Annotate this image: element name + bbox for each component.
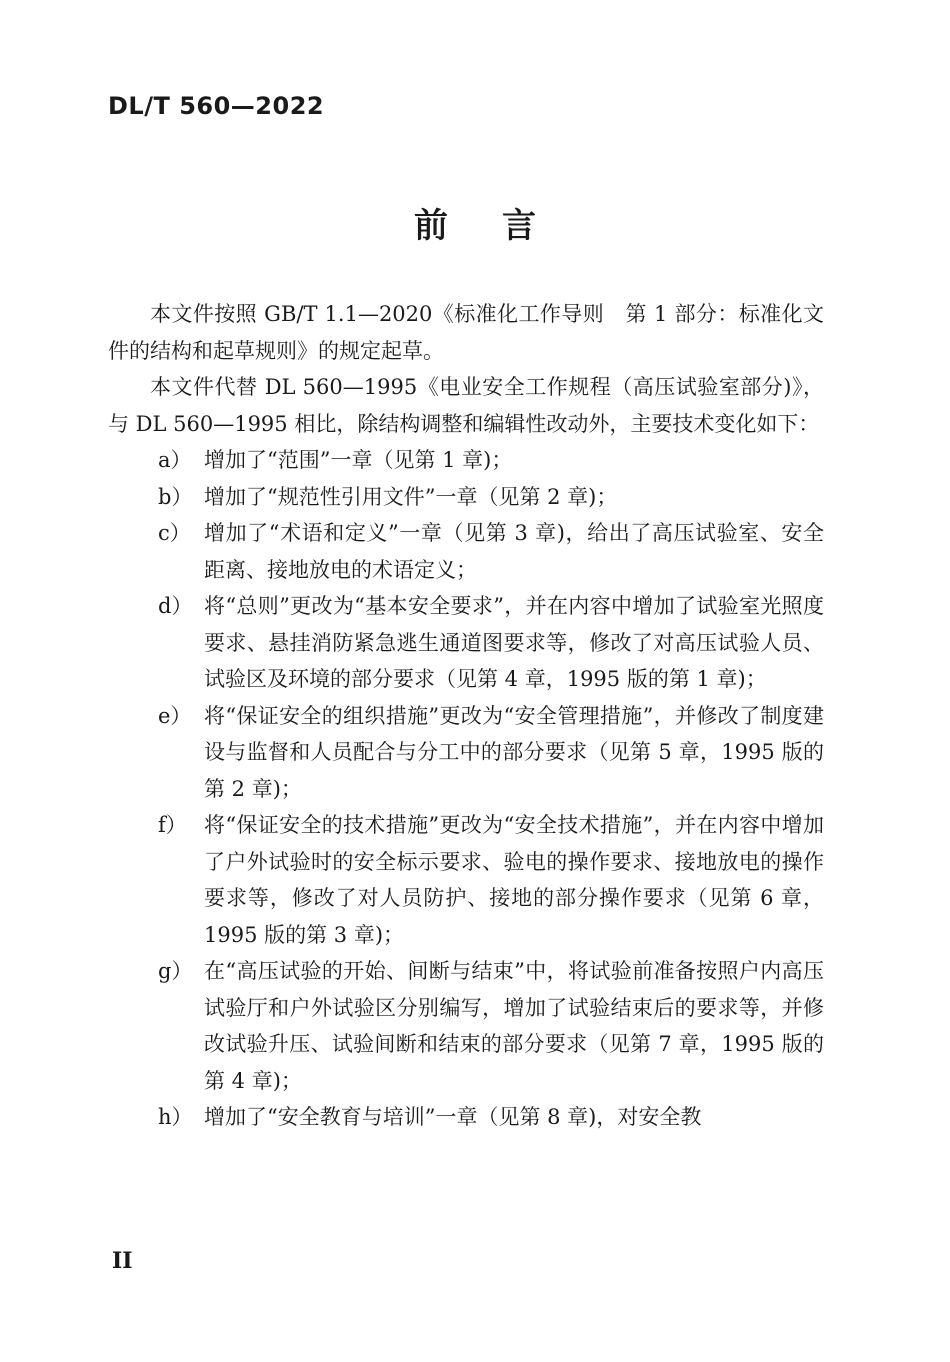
list-item-marker: b）	[158, 484, 193, 509]
list-item-text: 增加了“术语和定义”一章（见第 3 章)，给出了高压试验室、安全距离、接地放电的术语定义；	[204, 521, 824, 582]
list-item-marker: c）	[158, 521, 191, 545]
list-item-marker: f）	[158, 813, 187, 837]
list-item-marker: d）	[158, 594, 193, 618]
page-title: 前言	[414, 206, 590, 246]
list-item	[108, 442, 824, 479]
list-item	[108, 588, 824, 698]
list-item-text: 增加了“安全教育与培训”一章（见第 8 章)，对安全教	[204, 1105, 702, 1129]
list-item-marker: a）	[158, 448, 192, 472]
list-item-marker: e）	[158, 703, 192, 728]
paragraph-drafting-basis: 本文件按照 GB/T 1.1—2020《标准化工作导则 第 1 部分：标准化文件的结构和起草规则》的规定起草。	[108, 302, 824, 363]
list-item	[108, 807, 824, 953]
list-item-text: 将“保证安全的技术措施”更改为“安全技术措施”，并在内容中增加了户外试验时的安全标示要求、验电的操作要求、接地放电的操作要求等，修改了对人员防护、接地的部分操作要求（见第 6 章，1995 版的第 3 章)；	[204, 813, 824, 947]
list-item-text: 增加了“范围”一章（见第 1 章)；	[204, 448, 513, 472]
page-number: II	[112, 1248, 133, 1274]
list-item	[108, 698, 824, 808]
list-item-marker: h）	[158, 1105, 193, 1129]
list-item-text: 将“保证安全的组织措施”更改为“安全管理措施”，并修改了制度建设与监督和人员配合与分工中的部分要求（见第 5 章，1995 版的第 2 章)；	[204, 703, 824, 801]
list-item	[108, 515, 824, 588]
list-item	[108, 479, 824, 516]
paragraph-replacement-note: 本文件代替 DL 560—1995《电业安全工作规程（高压试验室部分)》，与 DL 560—1995 相比，除结构调整和编辑性改动外，主要技术变化如下：	[108, 375, 824, 436]
list-item	[108, 953, 824, 1099]
list-item-text: 增加了“规范性引用文件”一章（见第 2 章)；	[204, 484, 618, 509]
list-item	[108, 1099, 824, 1136]
list-item-text: 在“高压试验的开始、间断与结束”中，将试验前准备按照户内高压试验厅和户外试验区分别编写，增加了试验结束后的要求等，并修改试验升压、试验间断和结束的部分要求（见第 7 章，1995 版的第 4 章)；	[204, 959, 824, 1093]
preface-body	[108, 296, 824, 1136]
technical-changes-list	[108, 442, 824, 1136]
standard-code: DL/T 560—2022	[108, 92, 325, 120]
list-item-marker: g）	[158, 959, 193, 983]
list-item-text: 将“总则”更改为“基本安全要求”，并在内容中增加了试验室光照度要求、悬挂消防紧急逃生通道图要求等，修改了对高压试验人员、试验区及环境的部分要求（见第 4 章，1995 版的第 1 章)；	[204, 594, 824, 691]
